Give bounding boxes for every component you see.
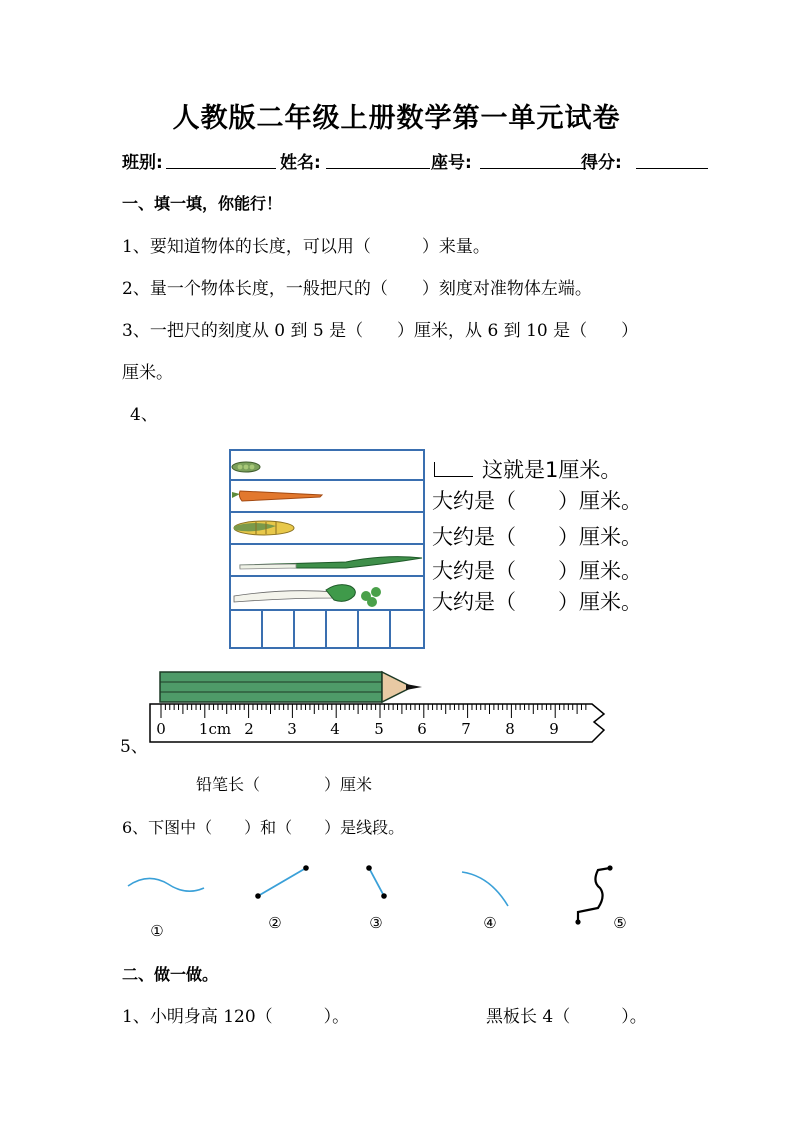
seat-field[interactable] [480, 168, 586, 169]
pea-pod-icon [232, 462, 260, 472]
ruler-label-9: 9 [549, 720, 559, 738]
question-5-label: 5、 [120, 737, 148, 757]
question-3-line2: 厘米。 [122, 363, 173, 383]
ruler-label-0: 0 [156, 720, 166, 738]
score-label: 得分: [581, 153, 622, 173]
q4-item-2: 大约是（ ）厘米。 [432, 525, 642, 549]
q4-item-3: 大约是（ ）厘米。 [432, 559, 642, 583]
ruler-label-7: 7 [461, 720, 471, 738]
question-5-text: 铅笔长（ ）厘米 [196, 775, 373, 794]
name-field[interactable] [326, 168, 430, 169]
question-3-line1: 3、一把尺的刻度从 0 到 5 是（ ）厘米，从 6 到 10 是（ ） [122, 321, 639, 341]
ruler-label-5: 5 [374, 720, 384, 738]
section2-question-1a: 1、小明身高 120（ ）。 [122, 1007, 350, 1027]
section2-question-1b: 黑板长 4（ ）。 [486, 1007, 647, 1027]
figure-label-5: ⑤ [613, 914, 627, 932]
question-6: 6、下图中（ ）和（ ）是线段。 [122, 818, 405, 837]
ruler-label-4: 4 [330, 720, 340, 738]
line-figures [120, 856, 640, 940]
corn-icon [234, 521, 294, 535]
name-label: 姓名: [280, 153, 321, 173]
class-label: 班别: [122, 153, 163, 173]
question-2: 2、量一个物体长度，一般把尺的（ ）刻度对准物体左端。 [122, 279, 592, 299]
pencil-icon [160, 672, 422, 702]
q4-item-1: 大约是（ ）厘米。 [432, 489, 642, 513]
question-4-label: 4、 [130, 405, 158, 425]
q4-item-4: 大约是（ ）厘米。 [432, 590, 642, 614]
ruler-label-8: 8 [505, 720, 515, 738]
section1-heading: 一、填一填，你能行！ [122, 194, 283, 213]
curve-1 [128, 878, 204, 891]
seat-label: 座号: [431, 153, 472, 173]
section2-heading: 二、做一做。 [122, 965, 219, 984]
pencil-ruler-figure [148, 666, 608, 748]
figure-label-1: ① [150, 922, 164, 940]
one-cm-marker [434, 462, 473, 477]
ruler-label-3: 3 [287, 720, 297, 738]
q4-item-0: 这就是1厘米。 [482, 458, 622, 482]
vegetable-measure-grid [226, 436, 428, 652]
figure-label-3: ③ [369, 914, 383, 932]
segment-3 [369, 868, 384, 896]
ruler-label-2: 2 [244, 720, 254, 738]
page-title: 人教版二年级上册数学第一单元试卷 [172, 103, 621, 134]
figure-label-2: ② [268, 914, 282, 932]
figure-label-4: ④ [483, 914, 497, 932]
score-field[interactable] [636, 168, 708, 169]
ruler-label-6: 6 [417, 720, 427, 738]
arc-4 [462, 872, 508, 906]
polyline-5 [578, 868, 610, 922]
ruler-label-1: 1cm [198, 720, 232, 738]
class-field[interactable] [166, 168, 276, 169]
question-1: 1、要知道物体的长度，可以用（ ）来量。 [122, 237, 490, 257]
segment-2 [258, 868, 306, 896]
